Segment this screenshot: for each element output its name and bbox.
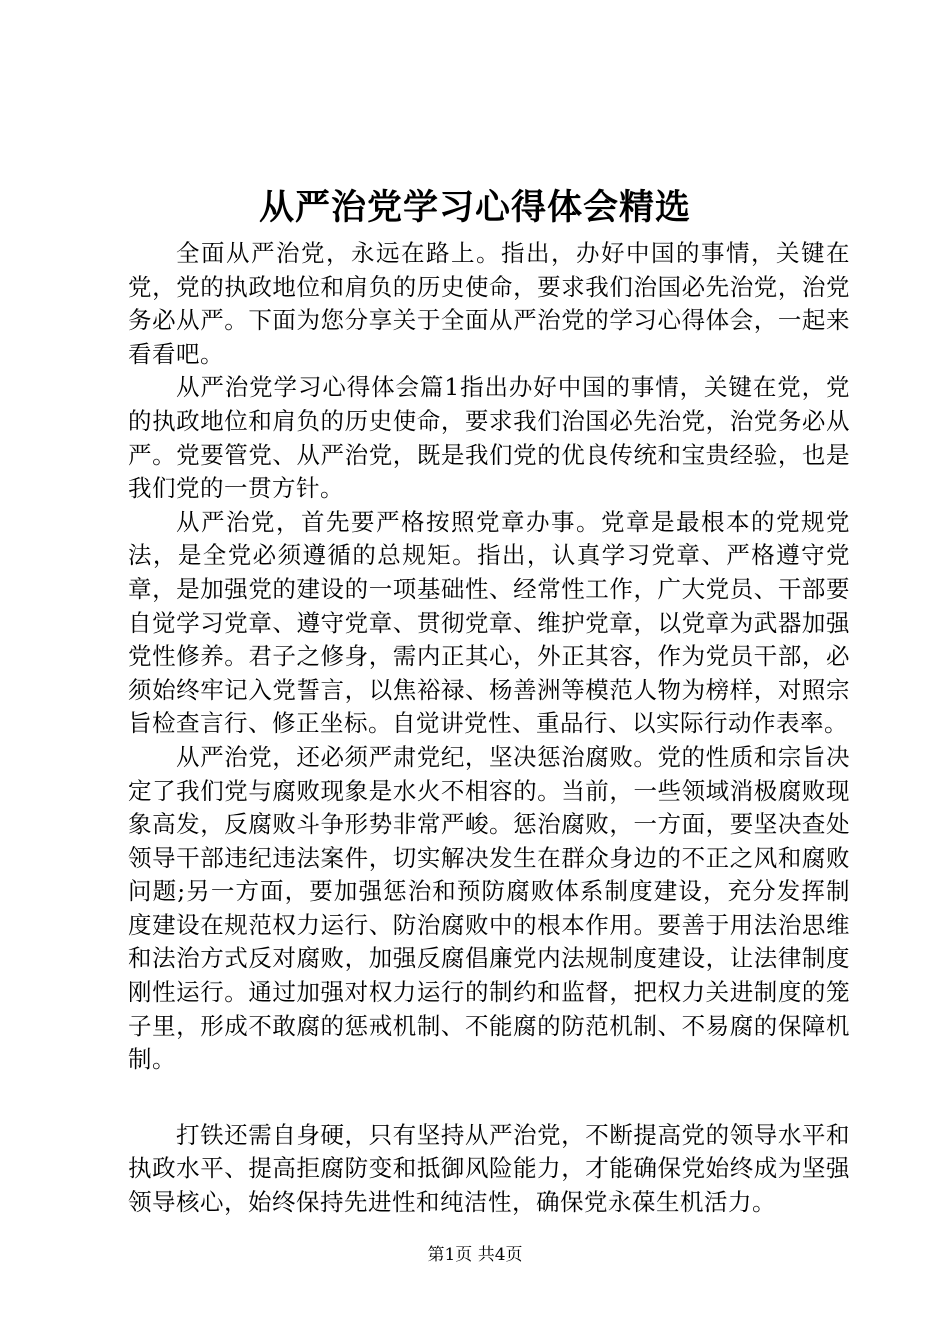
paragraph-3: 从严治党，还必须严肃党纪，坚决惩治腐败。党的性质和宗旨决定了我们党与腐败现象是水火不相容的。当前，一些领域消极腐败现象高发，反腐败斗争形势非常严峻。惩治腐败，一方面，要坚决查处领导干部违纪违法案件，切实解决发生在群众身边的不正之风和腐败问题;另一方面，要加强惩治和预防腐败体系制度建设，充分发挥制度建设在规范权力运行、防治腐败中的根本作用。要善于用法治思维和法治方式反对腐败，加强反腐倡廉党内法规制度建设，让法律制度刚性运行。通过加强对权力运行的制约和监督，把权力关进制度的笼子里，形成不敢腐的惩戒机制、不能腐的防范机制、不易腐的保障机制。 (128, 742, 850, 1074)
paragraph-spacer (128, 1077, 850, 1119)
page-number-footer: 第1页 共4页 (427, 1245, 523, 1265)
paragraph-4: 打铁还需自身硬，只有坚持从严治党，不断提高党的领导水平和执政水平、提高拒腐防变和抵御风险能力，才能确保党始终成为坚强领导核心，始终保持先进性和纯洁性，确保党永葆生机活力。 (128, 1120, 850, 1217)
paragraph-1: 从严治党学习心得体会篇1指出办好中国的事情，关键在党，党的执政地位和肩负的历史使命，要求我们治国必先治党，治党务必从严。党要管党、从严治党，既是我们党的优良传统和宝贵经验，也是我们党的一贯方针。 (128, 373, 850, 503)
paragraph-intro: 全面从严治党，永远在路上。指出，办好中国的事情，关键在党，党的执政地位和肩负的历史使命，要求我们治国必先治党，治党务必从严。下面为您分享关于全面从严治党的学习心得体会，一起来看看吧。 (128, 239, 850, 368)
paragraph-2: 从严治党，首先要严格按照党章办事。党章是最根本的党规党法，是全党必须遵循的总规矩。指出，认真学习党章、严格遵守党章，是加强党的建设的一项基础性、经常性工作，广大党员、干部要自觉学习党章、遵守党章、贯彻党章、维护党章，以党章为武器加强党性修养。君子之修身，需内正其心，外正其容，作为党员干部，必须始终牢记入党誓言，以焦裕禄、杨善洲等模范人物为榜样，对照宗旨检查言行、修正坐标。自觉讲党性、重品行、以实际行动作表率。 (128, 507, 850, 738)
document-body (128, 237, 850, 1220)
document-title: 从严治党学习心得体会精选 (258, 187, 691, 228)
